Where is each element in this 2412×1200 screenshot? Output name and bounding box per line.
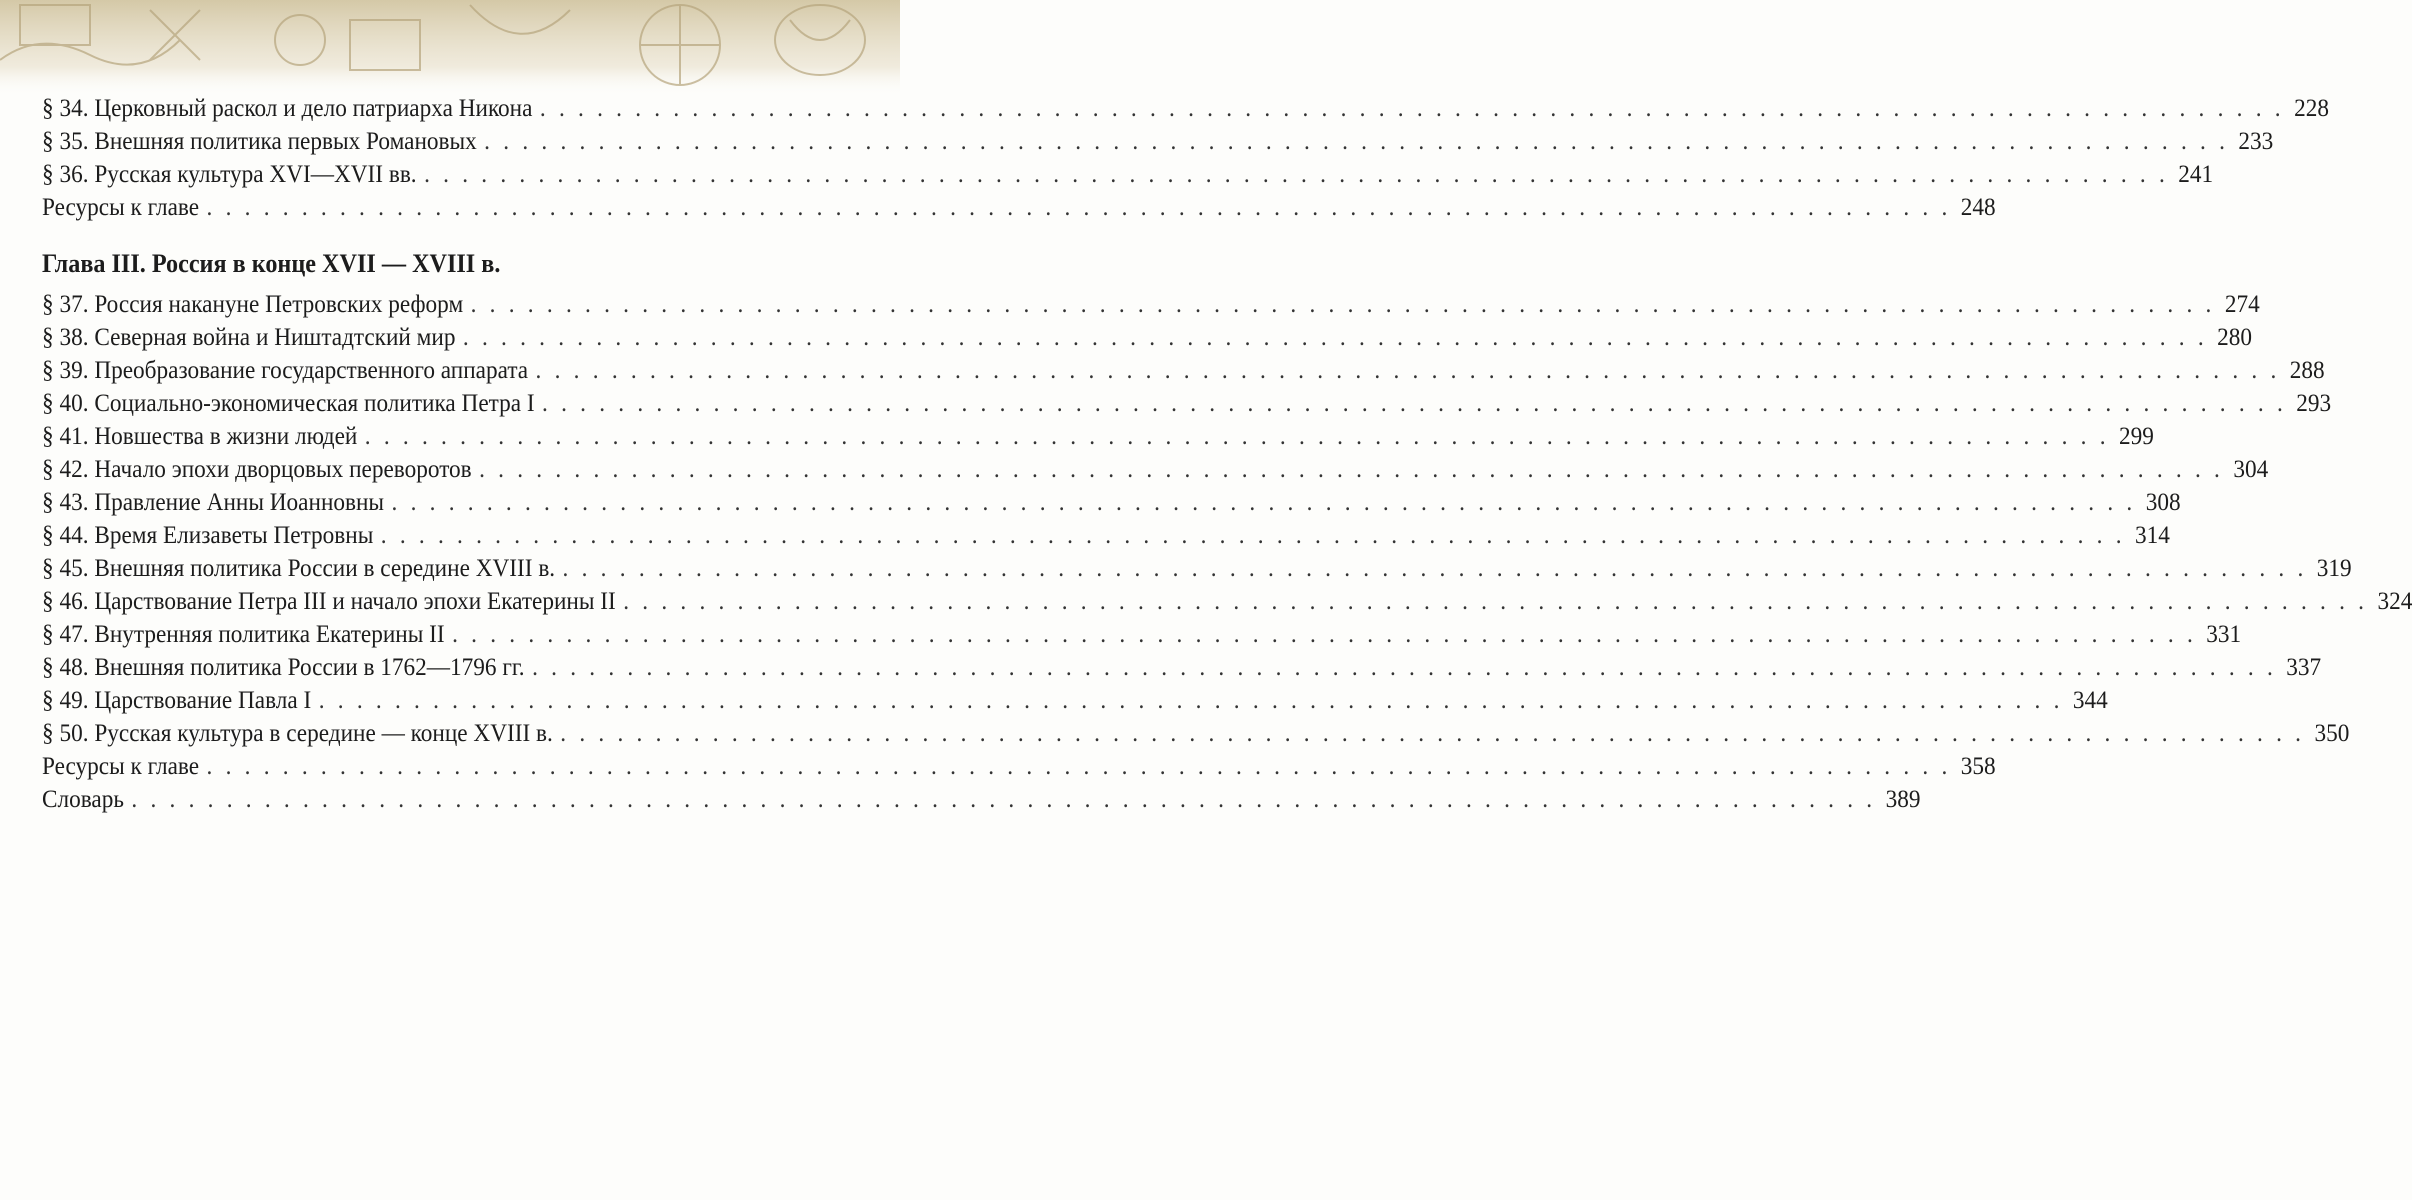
- toc-entry-title: § 35. Внешняя политика первых Романовых: [42, 128, 477, 155]
- dot-leader: . . . . . . . . . . . . . . . . . . . . . . . . . . . . . . . . . . . . . . . . . . . . . . . . . . . . . . . . . . . . . . . . . . . . . . . . . . . . . . . . . . . . . . . . . . . .: [424, 161, 2169, 188]
- toc-entry-page: 350: [2314, 720, 2350, 747]
- toc-list-chapter-3: [42, 288, 2412, 816]
- toc-entry-title: § 40. Социально-экономическая политика Петра I: [42, 390, 535, 417]
- toc-entry-page: 228: [2294, 95, 2329, 122]
- toc-entry-page: 337: [2286, 654, 2322, 681]
- toc-entry[interactable]: [42, 684, 2108, 717]
- toc-entry[interactable]: [42, 288, 2260, 321]
- toc-entry[interactable]: [42, 92, 2329, 125]
- toc-entry-page: 304: [2233, 456, 2269, 483]
- toc-entry[interactable]: [42, 552, 2352, 585]
- toc-entry-title: § 47. Внутренняя политика Екатерины II: [42, 621, 445, 648]
- toc-entry[interactable]: [42, 783, 1921, 816]
- toc-entry-page: 293: [2296, 390, 2332, 417]
- toc-entry[interactable]: [42, 387, 2332, 420]
- toc-entry-title: § 36. Русская культура XVI—XVII вв.: [42, 161, 417, 188]
- toc-entry-title: § 46. Царствование Петра III и начало эпохи Екатерины II: [42, 588, 616, 615]
- toc-entry[interactable]: [42, 321, 2252, 354]
- toc-entry-title: § 43. Правление Анны Иоанновны: [42, 489, 385, 516]
- toc-entry[interactable]: [42, 420, 2154, 453]
- toc-entry[interactable]: [42, 651, 2322, 684]
- dot-leader: . . . . . . . . . . . . . . . . . . . . . . . . . . . . . . . . . . . . . . . . . . . . . . . . . . . . . . . . . . . . . . . . . . . . . . . . . . . . . . . . . . . . . . . . . . . .: [452, 621, 2197, 648]
- dot-leader: . . . . . . . . . . . . . . . . . . . . . . . . . . . . . . . . . . . . . . . . . . . . . . . . . . . . . . . . . . . . . . . . . . . . . . . . . . . . . . . . . . . . . . . . . . . .: [318, 687, 2064, 714]
- toc-entry-page: 319: [2316, 555, 2352, 582]
- banner-illustration: [0, 0, 900, 96]
- dot-leader: . . . . . . . . . . . . . . . . . . . . . . . . . . . . . . . . . . . . . . . . . . . . . . . . . . . . . . . . . . . . . . . . . . . . . . . . . . . . . . . . . . . . . . . . . . . .: [532, 654, 2277, 681]
- dot-leader: . . . . . . . . . . . . . . . . . . . . . . . . . . . . . . . . . . . . . . . . . . . . . . . . . . . . . . . . . . . . . . . . . . . . . . . . . . . . . . . . . . . . . . . . . . . .: [539, 95, 2285, 122]
- toc-entry[interactable]: [42, 486, 2181, 519]
- toc-entry-page: 274: [2224, 291, 2260, 318]
- dot-leader: . . . . . . . . . . . . . . . . . . . . . . . . . . . . . . . . . . . . . . . . . . . . . . . . . . . . . . . . . . . . . . . . . . . . . . . . . . . . . . . . . . . . . . . . . . . .: [479, 456, 2224, 483]
- dot-leader: . . . . . . . . . . . . . . . . . . . . . . . . . . . . . . . . . . . . . . . . . . . . . . . . . . . . . . . . . . . . . . . . . . . . . . . . . . . . . . . . . . . . . . . . . . . .: [391, 489, 2136, 516]
- toc-list-previous-chapter: [42, 92, 2329, 224]
- toc-entry[interactable]: [42, 750, 1996, 783]
- toc-entry-title: § 44. Время Елизаветы Петровны: [42, 522, 374, 549]
- chapter-heading: Глава III. Россия в конце XVII — XVIII в.: [42, 249, 501, 278]
- toc-entry[interactable]: [42, 158, 2214, 191]
- toc-entry-title: § 34. Церковный раскол и дело патриарха Никона: [42, 95, 533, 122]
- toc-entry[interactable]: [42, 453, 2269, 486]
- toc-entry-page: 288: [2289, 357, 2325, 384]
- toc-entry-page: 248: [1960, 194, 1996, 221]
- toc-entry-title: § 38. Северная война и Ништадтский мир: [42, 324, 456, 351]
- toc-entry-title: Словарь: [42, 786, 124, 813]
- toc-entry-title: § 50. Русская культура в середине — конце XVIII в.: [42, 720, 553, 747]
- toc-entry-title: § 48. Внешняя политика России в 1762—1796 гг.: [42, 654, 525, 681]
- toc-entry[interactable]: [42, 354, 2325, 387]
- toc-entry[interactable]: [42, 585, 2412, 618]
- toc-entry-title: § 42. Начало эпохи дворцовых переворотов: [42, 456, 472, 483]
- toc-entry-page: 299: [2119, 423, 2154, 450]
- decorative-banner: [0, 0, 900, 96]
- dot-leader: . . . . . . . . . . . . . . . . . . . . . . . . . . . . . . . . . . . . . . . . . . . . . . . . . . . . . . . . . . . . . . . . . . . . . . . . . . . . . . . . . . . . . . . . . . . .: [462, 324, 2208, 351]
- toc-entry-page: 358: [1960, 753, 1996, 780]
- toc-entry-page: 233: [2238, 128, 2274, 155]
- dot-leader: . . . . . . . . . . . . . . . . . . . . . . . . . . . . . . . . . . . . . . . . . . . . . . . . . . . . . . . . . . . . . . . . . . . . . . . . . . . . . . . . . . . . . . . . . . . .: [562, 555, 2308, 582]
- toc-entry[interactable]: [42, 618, 2242, 651]
- toc-entry-title: § 45. Внешняя политика России в середине XVIII в.: [42, 555, 556, 582]
- toc-entry[interactable]: [42, 125, 2274, 158]
- dot-leader: . . . . . . . . . . . . . . . . . . . . . . . . . . . . . . . . . . . . . . . . . . . . . . . . . . . . . . . . . . . . . . . . . . . . . . . . . . . . . . . . . . . . . . . . . . . .: [380, 522, 2126, 549]
- dot-leader: . . . . . . . . . . . . . . . . . . . . . . . . . . . . . . . . . . . . . . . . . . . . . . . . . . . . . . . . . . . . . . . . . . . . . . . . . . . . . . . . . . . . . . . . . . . .: [364, 423, 2110, 450]
- toc-entry-title: Ресурсы к главе: [42, 753, 200, 780]
- toc-entry[interactable]: [42, 717, 2350, 750]
- toc-entry-page: 308: [2145, 489, 2181, 516]
- toc-entry-page: 324: [2377, 588, 2412, 615]
- toc-entry-page: 241: [2178, 161, 2214, 188]
- toc-entry-page: 280: [2217, 324, 2252, 351]
- dot-leader: . . . . . . . . . . . . . . . . . . . . . . . . . . . . . . . . . . . . . . . . . . . . . . . . . . . . . . . . . . . . . . . . . . . . . . . . . . . . . . . . . . . . . . . . . . . .: [535, 357, 2281, 384]
- dot-leader: . . . . . . . . . . . . . . . . . . . . . . . . . . . . . . . . . . . . . . . . . . . . . . . . . . . . . . . . . . . . . . . . . . . . . . . . . . . . . . . . . . . . . . . . . . . .: [206, 753, 1951, 780]
- toc-entry-page: 314: [2134, 522, 2170, 549]
- toc-entry-page: 344: [2072, 687, 2108, 714]
- dot-leader: . . . . . . . . . . . . . . . . . . . . . . . . . . . . . . . . . . . . . . . . . . . . . . . . . . . . . . . . . . . . . . . . . . . . . . . . . . . . . . . . . . . . . . . . . . . .: [484, 128, 2229, 155]
- table-of-contents: [42, 92, 2412, 816]
- toc-entry-title: Ресурсы к главе: [42, 194, 200, 221]
- toc-entry-title: § 37. Россия накануне Петровских реформ: [42, 291, 464, 318]
- toc-entry-title: § 39. Преобразование государственного аппарата: [42, 357, 529, 384]
- toc-entry-title: § 41. Новшества в жизни людей: [42, 423, 358, 450]
- toc-entry[interactable]: [42, 191, 1996, 224]
- toc-entry-title: § 49. Царствование Павла I: [42, 687, 312, 714]
- toc-entry-page: 331: [2206, 621, 2242, 648]
- dot-leader: . . . . . . . . . . . . . . . . . . . . . . . . . . . . . . . . . . . . . . . . . . . . . . . . . . . . . . . . . . . . . . . . . . . . . . . . . . . . . . . . . . . . . . . . . . . .: [206, 194, 1951, 221]
- dot-leader: . . . . . . . . . . . . . . . . . . . . . . . . . . . . . . . . . . . . . . . . . . . . . . . . . . . . . . . . . . . . . . . . . . . . . . . . . . . . . . . . . . . . . . . . . . . .: [131, 786, 1876, 813]
- toc-entry[interactable]: [42, 519, 2170, 552]
- dot-leader: . . . . . . . . . . . . . . . . . . . . . . . . . . . . . . . . . . . . . . . . . . . . . . . . . . . . . . . . . . . . . . . . . . . . . . . . . . . . . . . . . . . . . . . . . . . .: [623, 588, 2368, 615]
- dot-leader: . . . . . . . . . . . . . . . . . . . . . . . . . . . . . . . . . . . . . . . . . . . . . . . . . . . . . . . . . . . . . . . . . . . . . . . . . . . . . . . . . . . . . . . . . . . .: [470, 291, 2216, 318]
- dot-leader: . . . . . . . . . . . . . . . . . . . . . . . . . . . . . . . . . . . . . . . . . . . . . . . . . . . . . . . . . . . . . . . . . . . . . . . . . . . . . . . . . . . . . . . . . . . .: [560, 720, 2305, 747]
- toc-entry-page: 389: [1885, 786, 1921, 813]
- dot-leader: . . . . . . . . . . . . . . . . . . . . . . . . . . . . . . . . . . . . . . . . . . . . . . . . . . . . . . . . . . . . . . . . . . . . . . . . . . . . . . . . . . . . . . . . . . . .: [542, 390, 2287, 417]
